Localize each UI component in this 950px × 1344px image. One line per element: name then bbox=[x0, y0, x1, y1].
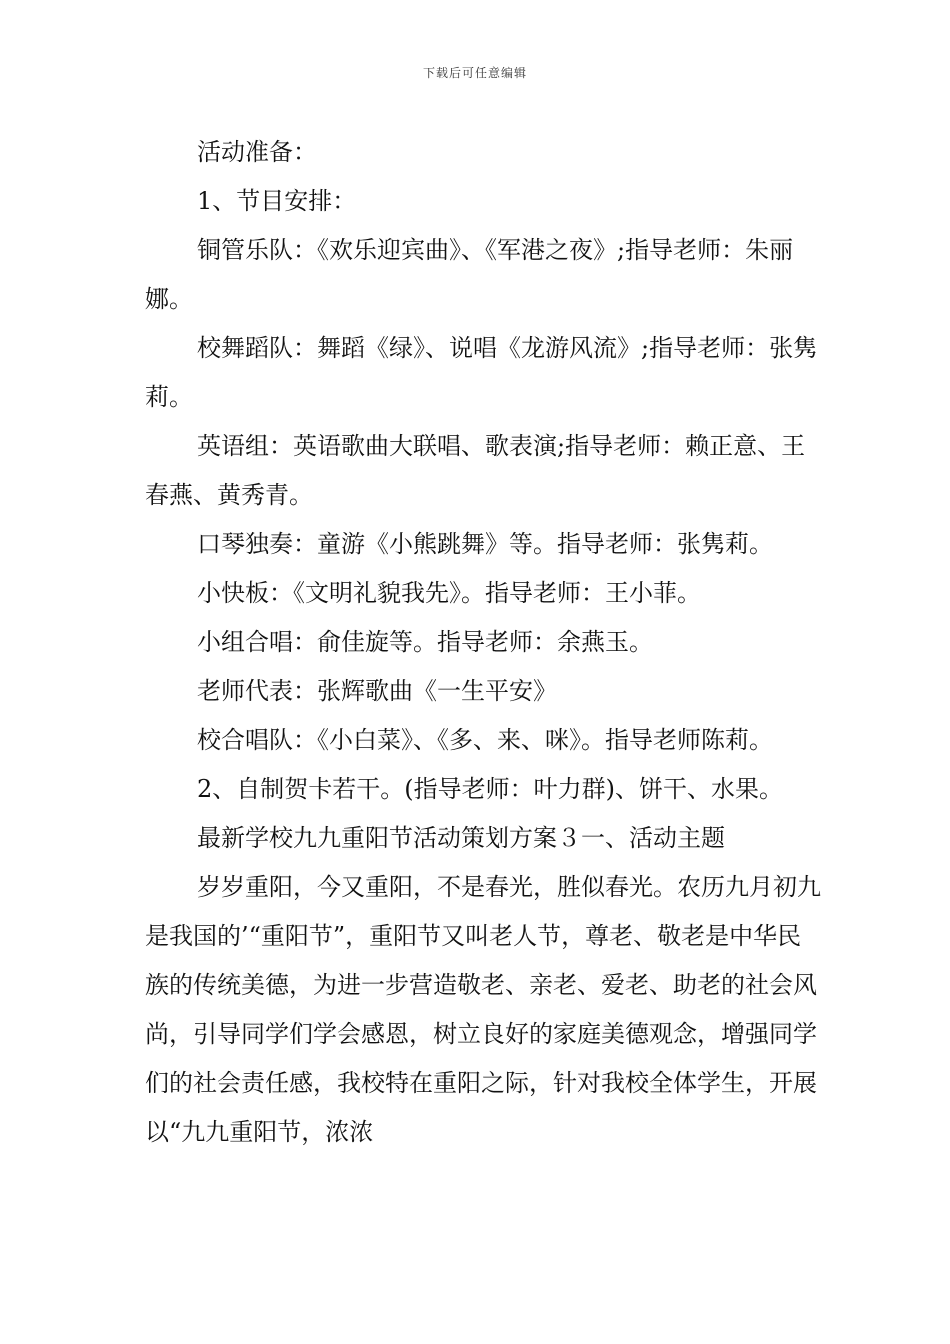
page-header-note: 下载后可任意编辑 bbox=[422, 66, 527, 80]
paragraph: 2、自制贺卡若干。(指导老师：叶力群)、饼干、水果。 bbox=[197, 775, 783, 803]
paragraph: 口琴独奏：童游《小熊跳舞》等。指导老师：张隽莉。 bbox=[197, 530, 773, 558]
paragraph: 英语组：英语歌曲大联唱、歌表演;指导老师：赖正意、王春燕、黄秀青。 bbox=[145, 432, 806, 509]
paragraph: 最新学校九九重阳节活动策划方案３一、活动主题 bbox=[197, 824, 725, 852]
paragraph: 老师代表：张辉歌曲《一生平安》 bbox=[197, 677, 557, 705]
paragraph: 小组合唱：俞佳旋等。指导老师：余燕玉。 bbox=[197, 628, 653, 656]
paragraph: 校舞蹈队：舞蹈《绿》、说唱《龙游风流》;指导老师：张隽莉。 bbox=[145, 334, 818, 411]
paragraph: 铜管乐队：《欢乐迎宾曲》、《军港之夜》;指导老师：朱丽娜。 bbox=[145, 236, 794, 313]
paragraph: 活动准备： bbox=[197, 138, 317, 166]
paragraph: 小快板：《文明礼貌我先》。指导老师：王小菲。 bbox=[197, 579, 701, 607]
paragraph: 1、节目安排： bbox=[197, 187, 357, 215]
document-body bbox=[145, 128, 825, 1157]
paragraph: 岁岁重阳，今又重阳，不是春光，胜似春光。农历九月初九是我国的’“重阳节”，重阳节又叫老人节，尊老、敬老是中华民族的传统美德，为进一步营造敬老、亲老、爱老、助老的社会风尚，引导同学们学会感恩，树立良好的家庭美德观念，增强同学们的社会责任感，我校特在重阳之际，针对我校全体学生，开展以“九九重阳节，浓浓 bbox=[145, 873, 821, 1146]
paragraph: 校合唱队：《小白菜》、《多、来、咪》。指导老师陈莉。 bbox=[197, 726, 773, 754]
